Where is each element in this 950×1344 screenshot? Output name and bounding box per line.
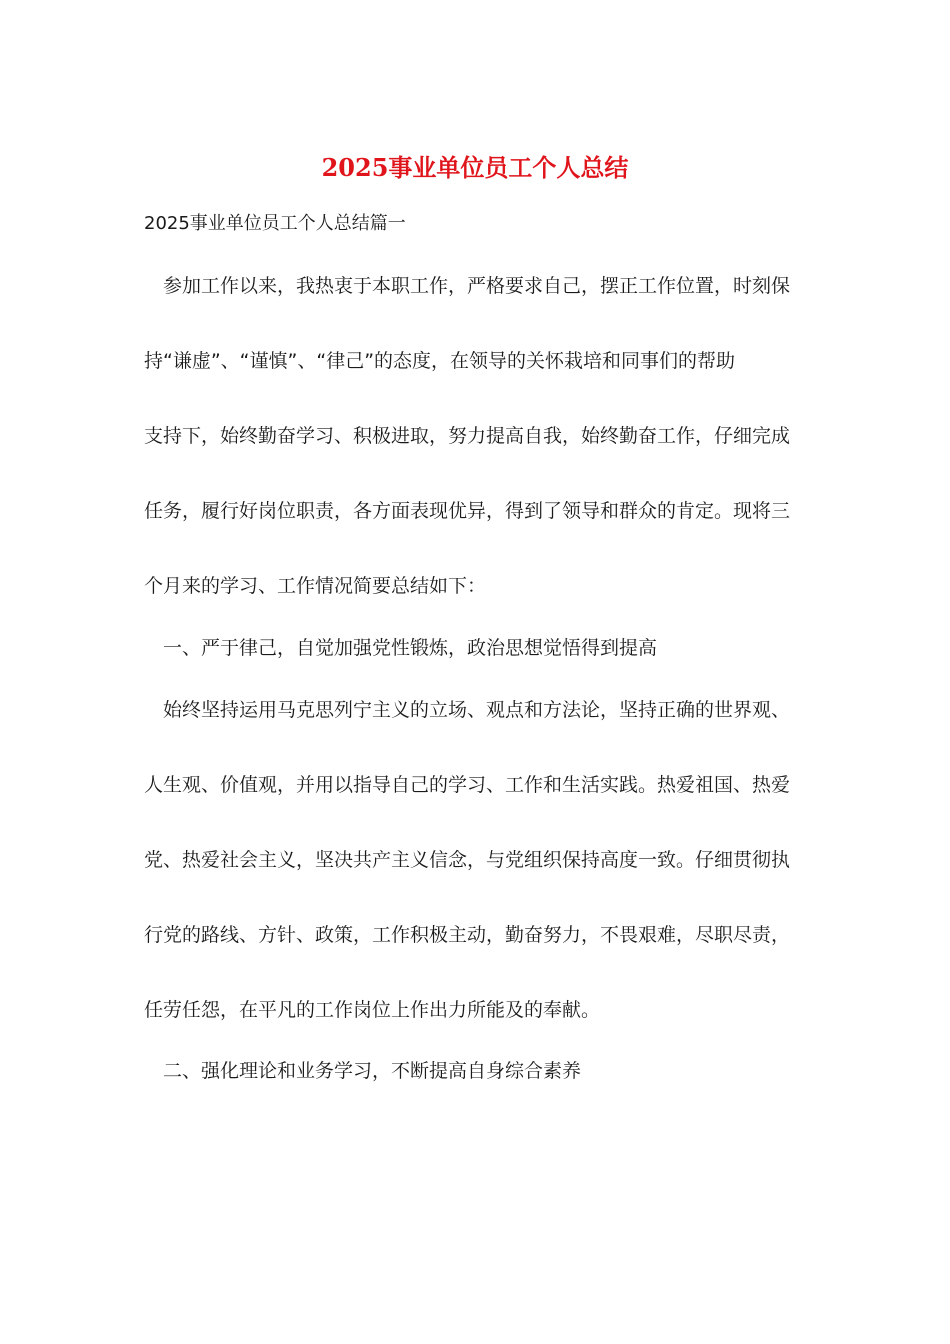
paragraph-2 <box>144 696 804 1024</box>
paragraph-2-line: 任劳任怨，在平凡的工作岗位上作出力所能及的奉献。 <box>144 999 601 1021</box>
paragraph-2-line: 党、热爱社会主义，坚决共产主义信念，与党组织保持高度一致。仔细贯彻执 <box>144 849 791 871</box>
paragraph-1-line: 任务，履行好岗位职责，各方面表现优异，得到了领导和群众的肯定。现将三 <box>144 500 791 522</box>
paragraph-2-line: 始终坚持运用马克思列宁主义的立场、观点和方法论，坚持正确的世界观、 <box>163 699 791 721</box>
paragraph-1-line: 参加工作以来，我热衷于本职工作，严格要求自己，摆正工作位置，时刻保 <box>163 275 791 297</box>
section-heading-1: 一、严于律己，自觉加强党性锻炼，政治思想觉悟得到提高 <box>163 637 658 659</box>
paragraph-1-line: 支持下，始终勤奋学习、积极进取，努力提高自我，始终勤奋工作，仔细完成 <box>144 425 791 447</box>
paragraph-1-line: 持“谦虚”、“谨慎”、“律己”的态度，在领导的关怀栽培和同事们的帮助 <box>144 350 736 372</box>
document-title: 2025事业单位员工个人总结 <box>321 153 629 182</box>
paragraph-1 <box>144 272 804 600</box>
document-subtitle: 2025事业单位员工个人总结篇一 <box>144 213 406 234</box>
paragraph-2-line: 人生观、价值观，并用以指导自己的学习、工作和生活实践。热爱祖国、热爱 <box>144 774 791 796</box>
paragraph-1-line: 个月来的学习、工作情况简要总结如下： <box>144 575 487 597</box>
paragraph-2-line: 行党的路线、方针、政策，工作积极主动，勤奋努力，不畏艰难，尽职尽责， <box>144 924 791 946</box>
section-heading-2: 二、强化理论和业务学习，不断提高自身综合素养 <box>163 1060 582 1082</box>
